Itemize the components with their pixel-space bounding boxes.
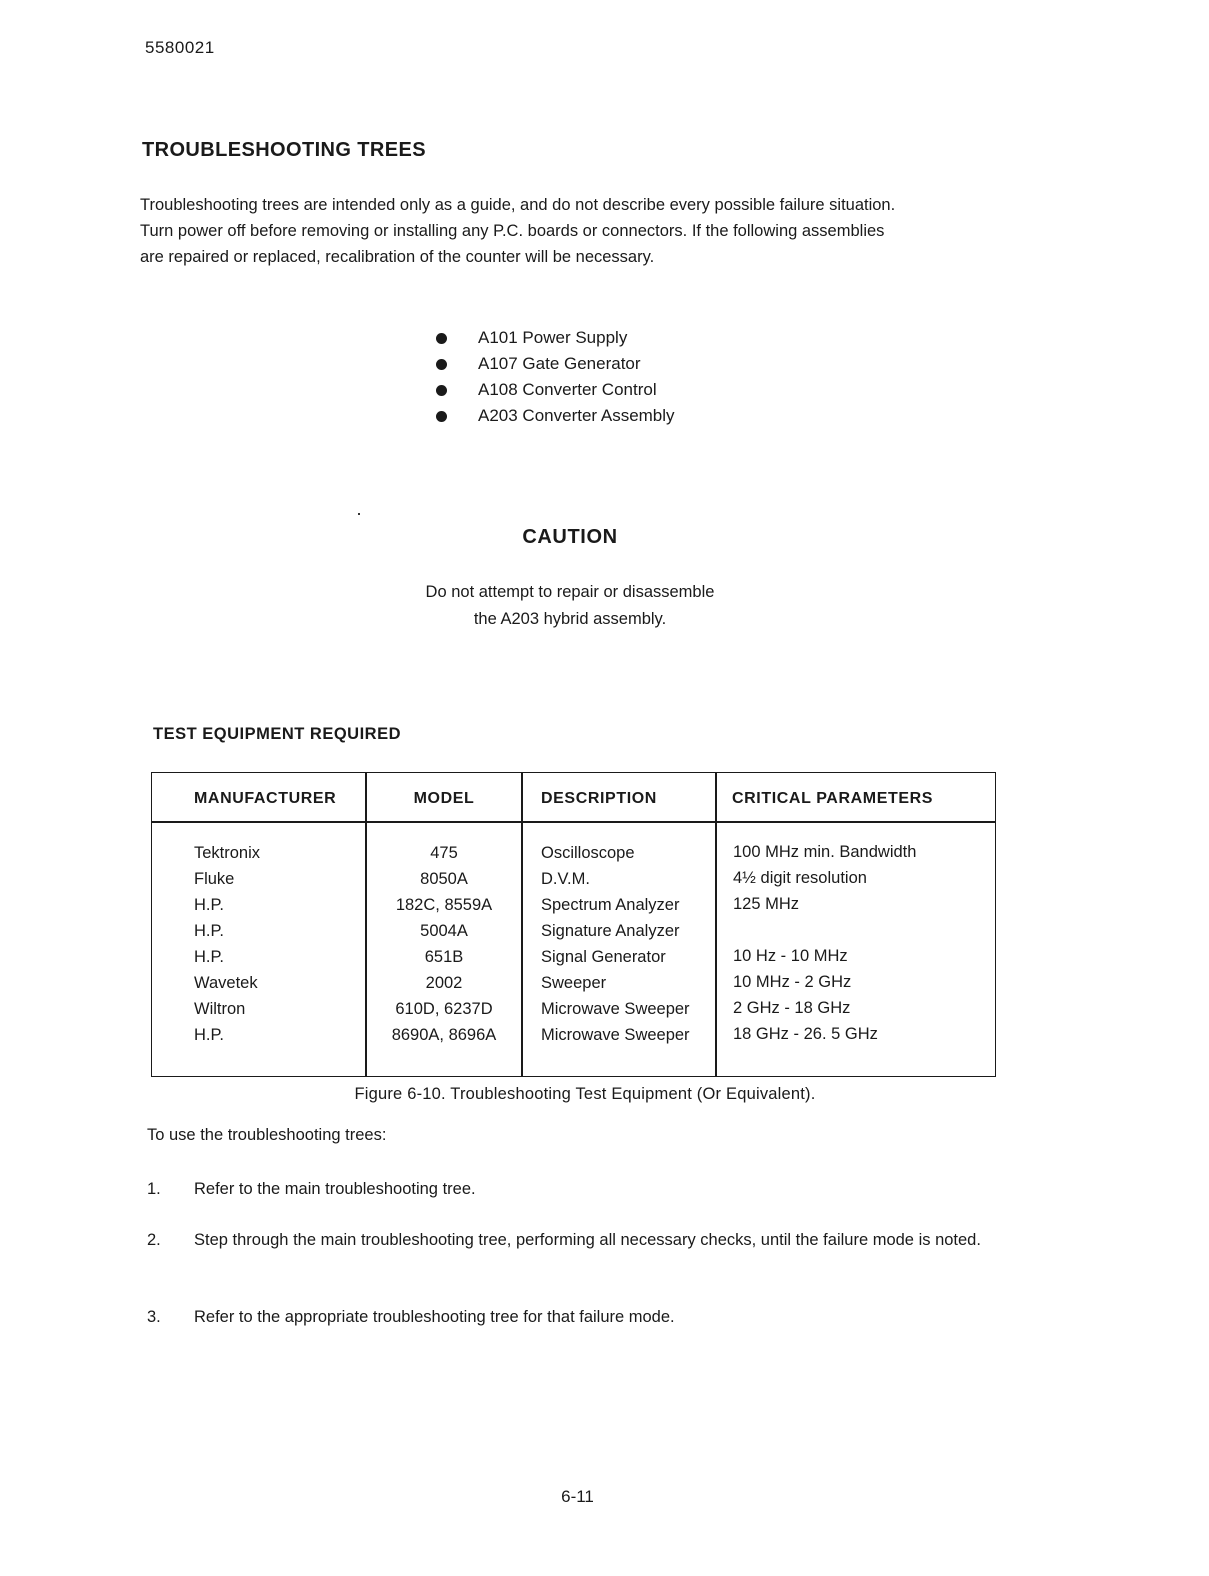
parameters-column: [733, 839, 916, 1047]
intro-paragraph: [140, 192, 1010, 270]
page-number: 6-11: [561, 1487, 594, 1506]
assembly-label: A203 Converter Assembly: [478, 406, 675, 425]
parameters-cell: 125 MHz: [733, 895, 800, 913]
column-header-model: MODEL: [413, 790, 475, 807]
bullet-icon: [436, 385, 447, 396]
model-cell: 8050A: [420, 870, 468, 888]
description-cell: Spectrum Analyzer: [541, 896, 680, 914]
model-column: [365, 840, 523, 1048]
step-item: [147, 1227, 1007, 1253]
intro-line: Turn power off before removing or installing any P.C. boards or connectors. If the following assemblies: [140, 222, 885, 240]
assembly-label: A101 Power Supply: [478, 328, 628, 347]
manufacturer-cell: Fluke: [194, 870, 235, 888]
step-number: 1.: [147, 1180, 161, 1198]
column-header-description: DESCRIPTION: [541, 790, 657, 807]
assembly-item: [436, 377, 675, 403]
assembly-item: [436, 325, 675, 351]
description-cell: D.V.M.: [541, 870, 590, 888]
description-cell: Sweeper: [541, 974, 607, 992]
caution-text: [0, 579, 1140, 633]
model-cell: 475: [430, 844, 458, 862]
figure-caption: Figure 6-10. Troubleshooting Test Equipment (Or Equivalent).: [354, 1085, 816, 1103]
model-cell: 8690A, 8696A: [391, 1026, 497, 1044]
model-cell: 5004A: [420, 922, 468, 940]
bullet-icon: [436, 411, 447, 422]
parameters-cell: 4½ digit resolution: [733, 869, 867, 887]
column-header-manufacturer: MANUFACTURER: [194, 790, 337, 807]
parameters-cell: 100 MHz min. Bandwidth: [733, 843, 917, 861]
parameters-cell: 18 GHz - 26. 5 GHz: [733, 1025, 878, 1043]
equipment-table: [151, 772, 996, 1077]
step-text: Step through the main troubleshooting tree, performing all necessary checks, until the failure mode is noted.: [194, 1231, 981, 1249]
step-item: [147, 1304, 1007, 1330]
manufacturer-column: [194, 840, 260, 1048]
description-column: [541, 840, 690, 1048]
manufacturer-cell: Wiltron: [194, 1000, 246, 1018]
column-header-parameters: CRITICAL PARAMETERS: [732, 790, 934, 807]
intro-line: Troubleshooting trees are intended only as a guide, and do not describe every possible failure situation.: [140, 196, 896, 214]
step-number: 3.: [147, 1308, 161, 1326]
model-cell: 2002: [425, 974, 463, 992]
model-cell: 610D, 6237D: [395, 1000, 493, 1018]
equipment-heading: TEST EQUIPMENT REQUIRED: [153, 725, 402, 743]
parameters-cell: 10 Hz - 10 MHz: [733, 947, 848, 965]
stray-mark: [358, 513, 360, 515]
intro-line: are repaired or replaced, recalibration of the counter will be necessary.: [140, 248, 655, 266]
parameters-cell: 10 MHz - 2 GHz: [733, 973, 852, 991]
step-text: Refer to the appropriate troubleshooting tree for that failure mode.: [194, 1308, 675, 1326]
manufacturer-cell: Wavetek: [194, 974, 258, 992]
assembly-item: [436, 403, 675, 429]
document-number: 5580021: [145, 38, 215, 57]
bullet-icon: [436, 359, 447, 370]
step-item: [147, 1176, 1007, 1202]
manufacturer-cell: H.P.: [194, 922, 224, 940]
description-cell: Microwave Sweeper: [541, 1026, 690, 1044]
caution-line: Do not attempt to repair or disassemble: [425, 583, 715, 601]
step-number: 2.: [147, 1231, 161, 1249]
caution-line: the A203 hybrid assembly.: [473, 610, 667, 628]
column-divider: [715, 773, 717, 1076]
model-cell: 651B: [424, 948, 464, 966]
parameters-cell: [733, 917, 916, 943]
parameters-cell: 2 GHz - 18 GHz: [733, 999, 851, 1017]
header-divider: [152, 821, 995, 823]
step-text: Refer to the main troubleshooting tree.: [194, 1180, 476, 1198]
section-title: TROUBLESHOOTING TREES: [142, 139, 426, 161]
usage-intro: To use the troubleshooting trees:: [147, 1126, 387, 1144]
manufacturer-cell: Tektronix: [194, 844, 261, 862]
assembly-item: [436, 351, 675, 377]
manufacturer-cell: H.P.: [194, 948, 224, 966]
assembly-label: A108 Converter Control: [478, 380, 657, 399]
manufacturer-cell: H.P.: [194, 1026, 224, 1044]
model-cell: 182C, 8559A: [395, 896, 493, 914]
description-cell: Oscilloscope: [541, 844, 635, 862]
caution-title: CAUTION: [522, 526, 618, 548]
assembly-label: A107 Gate Generator: [478, 354, 641, 373]
description-cell: Microwave Sweeper: [541, 1000, 690, 1018]
bullet-icon: [436, 333, 447, 344]
description-cell: Signature Analyzer: [541, 922, 680, 940]
assembly-list: [436, 325, 675, 429]
description-cell: Signal Generator: [541, 948, 666, 966]
manufacturer-cell: H.P.: [194, 896, 224, 914]
